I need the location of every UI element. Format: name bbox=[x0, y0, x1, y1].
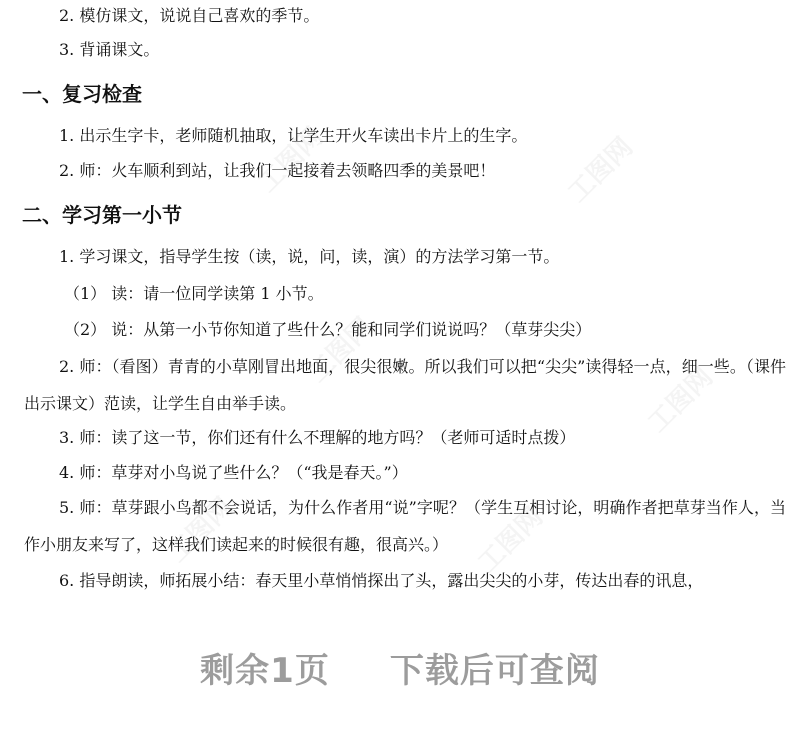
text-line: 3. 背诵课文。 bbox=[59, 40, 160, 59]
remaining-pages-label: 剩余1页 bbox=[200, 651, 330, 691]
text-line: 4. 师：草芽对小鸟说了些什么？（“我是春天。”） bbox=[59, 463, 408, 482]
text-line: 1. 学习课文，指导学生按（读，说，问，读，演）的方法学习第一节。 bbox=[59, 247, 560, 266]
watermark-4: 工图网 bbox=[642, 362, 719, 439]
download-to-view-label[interactable]: 下载后可查阅 bbox=[389, 651, 600, 691]
watermark-5: 工图网 bbox=[162, 492, 239, 569]
watermark-6: 工图网 bbox=[472, 502, 549, 579]
watermark-1: 工图网 bbox=[252, 122, 329, 199]
text-line: 2. 模仿课文，说说自己喜欢的季节。 bbox=[59, 6, 320, 25]
text-line: 1. 出示生字卡，老师随机抽取，让学生开火车读出卡片上的生字。 bbox=[59, 126, 528, 145]
text-line: （1） 读：请一位同学读第 1 小节。 bbox=[64, 284, 324, 303]
text-line: 3. 师：读了这一节，你们还有什么不理解的地方吗？（老师可适时点拨） bbox=[59, 428, 576, 447]
download-banner[interactable] bbox=[0, 648, 800, 694]
text-line: 2. 师：火车顺利到站，让我们一起接着去领略四季的美景吧！ bbox=[59, 161, 496, 180]
section-heading: 一、复习检查 bbox=[22, 82, 142, 106]
text-paragraph: 5. 师：草芽跟小鸟都不会说话，为什么作者用“说”字呢？（学生互相讨论，明确作者把草芽当作人，当作小朋友来写了，这样我们读起来的时候很有趣，很高兴。） bbox=[24, 498, 786, 554]
text-line: （2） 说：从第一小节你知道了些什么？能和同学们说说吗？（草芽尖尖） bbox=[64, 320, 592, 339]
text-line: 6. 指导朗读，师拓展小结：春天里小草悄悄探出了头，露出尖尖的小芽，传达出春的讯息， bbox=[59, 571, 704, 590]
section-heading: 二、学习第一小节 bbox=[22, 203, 182, 227]
watermark-3: 工图网 bbox=[302, 312, 379, 389]
text-paragraph: 2. 师：（看图）青青的小草刚冒出地面，很尖很嫩。所以我们可以把“尖尖”读得轻一点，细一些。（课件出示课文）范读，让学生自由举手读。 bbox=[24, 357, 786, 413]
watermark-2: 工图网 bbox=[562, 132, 639, 209]
